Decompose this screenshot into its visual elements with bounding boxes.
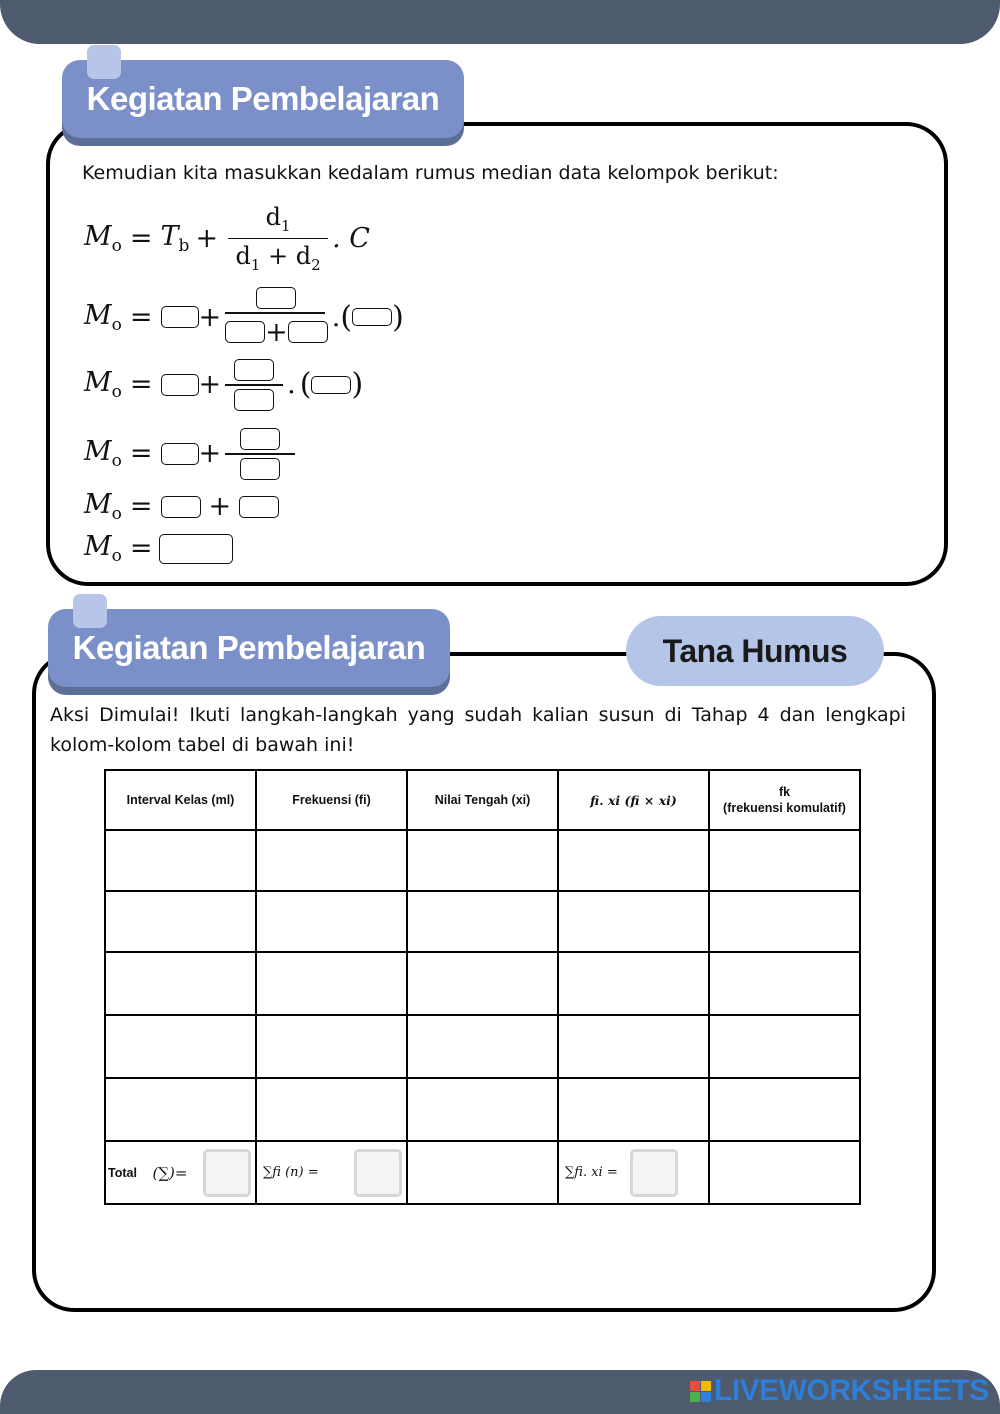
header-midpoint: Nilai Tengah (xi): [407, 770, 558, 830]
formula-intro: Kemudian kita masukkan kedalam rumus median data kelompok berikut:: [82, 162, 779, 184]
total-label: Total: [108, 1165, 137, 1180]
mode-result-input[interactable]: [159, 534, 233, 564]
table-cell[interactable]: [558, 891, 709, 952]
brand-name: LIVEWORKSHEETS: [714, 1374, 989, 1407]
table-cell[interactable]: [709, 1015, 860, 1078]
tab-knob-2: [73, 594, 107, 628]
numerator-input-3[interactable]: [240, 428, 280, 450]
header-frequency: Frekuensi (fi): [256, 770, 407, 830]
table-cell[interactable]: [256, 952, 407, 1015]
table-cell[interactable]: [105, 952, 256, 1015]
c-input-2[interactable]: [311, 376, 351, 394]
total-input[interactable]: [203, 1149, 251, 1197]
liveworksheets-brand[interactable]: [690, 1374, 989, 1408]
section2-title: Kegiatan Pembelajaran: [48, 609, 450, 687]
total-cell: [105, 1141, 256, 1204]
header-fixi: fi. xi (fi × xi): [558, 770, 709, 830]
formula-step-3: $M_o$ = +: [84, 428, 299, 480]
d2-input[interactable]: [288, 321, 328, 343]
sum-fi-input[interactable]: [354, 1149, 402, 1197]
table-cell[interactable]: [105, 830, 256, 891]
table-cell[interactable]: [105, 1078, 256, 1141]
sum-fixi-input[interactable]: [630, 1149, 678, 1197]
tb-input[interactable]: [161, 306, 199, 328]
c-input[interactable]: [352, 308, 392, 326]
table-cell[interactable]: [407, 891, 558, 952]
table-cell[interactable]: [407, 952, 558, 1015]
sum-fi-cell: [256, 1141, 407, 1204]
table-cell[interactable]: [709, 830, 860, 891]
formula-step-2: $M_o$ = + . ( ): [84, 359, 363, 411]
frequency-table: [104, 769, 861, 1205]
total-sigma: (∑)=: [152, 1163, 188, 1182]
table-row: [105, 891, 860, 952]
table-cell[interactable]: [256, 891, 407, 952]
table-cell: [709, 1141, 860, 1204]
table-cell[interactable]: [256, 1015, 407, 1078]
table-row: [105, 952, 860, 1015]
section1-title: Kegiatan Pembelajaran: [62, 60, 464, 138]
d1-denominator-input[interactable]: [225, 321, 265, 343]
formula-step-1: $M_o$ = + + . ( ): [84, 287, 404, 348]
table-row: [105, 1015, 860, 1078]
denominator-input-2[interactable]: [234, 389, 274, 411]
table-cell[interactable]: [105, 891, 256, 952]
top-banner: [0, 0, 1000, 44]
sum-fixi-label: ∑fi. xi =: [565, 1165, 618, 1180]
fraction-result-input[interactable]: [239, 496, 279, 518]
table-cell[interactable]: [256, 830, 407, 891]
table-cell[interactable]: [709, 1078, 860, 1141]
table-cell: [407, 1141, 558, 1204]
liveworksheets-logo-icon: [690, 1381, 711, 1402]
table-cell[interactable]: [558, 1015, 709, 1078]
table-cell[interactable]: [407, 830, 558, 891]
header-fk: fk (frekuensi komulatif): [709, 770, 860, 830]
numerator-input-2[interactable]: [234, 359, 274, 381]
formula-result: $M_o$ =: [84, 531, 233, 566]
tab-knob: [87, 45, 121, 79]
d1-input[interactable]: [256, 287, 296, 309]
sum-fixi-cell: [558, 1141, 709, 1204]
tb-input-3[interactable]: [161, 443, 199, 465]
table-cell[interactable]: [256, 1078, 407, 1141]
formula-step-4: $M_o$ = +: [84, 489, 279, 524]
tb-input-4[interactable]: [161, 496, 201, 518]
table-cell[interactable]: [558, 1078, 709, 1141]
table-instructions: Aksi Dimulai! Ikuti langkah-langkah yang sudah kalian susun di Tahap 4 dan lengkapi kolom-kolom tabel di bawah ini!: [50, 704, 906, 756]
median-formula: $M_o$ = $T_b$ + $\frac{d_1}{d_1 + d_2}$ . C: [84, 203, 370, 275]
sum-fi-label: ∑fi (n) =: [263, 1165, 319, 1180]
table-cell[interactable]: [709, 891, 860, 952]
table-cell[interactable]: [105, 1015, 256, 1078]
table-row: [105, 830, 860, 891]
denominator-input-3[interactable]: [240, 458, 280, 480]
table-cell[interactable]: [407, 1015, 558, 1078]
topic-pill: Tana Humus: [626, 616, 884, 686]
table-cell[interactable]: [709, 952, 860, 1015]
table-total-row: [105, 1141, 860, 1204]
table-header-row: [105, 770, 860, 830]
table-cell[interactable]: [407, 1078, 558, 1141]
table-row: [105, 1078, 860, 1141]
table-cell[interactable]: [558, 952, 709, 1015]
header-interval: Interval Kelas (ml): [105, 770, 256, 830]
table-cell[interactable]: [558, 830, 709, 891]
tb-input-2[interactable]: [161, 374, 199, 396]
